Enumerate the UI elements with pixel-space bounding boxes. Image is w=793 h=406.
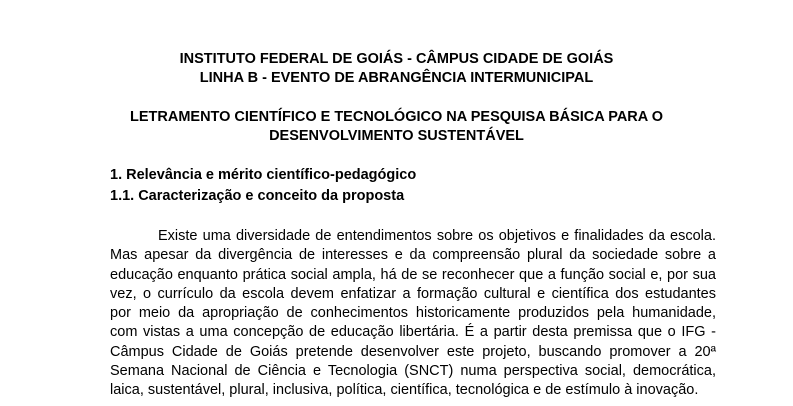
institution-header xyxy=(0,50,793,88)
event-line: LINHA B - EVENTO DE ABRANGÊNCIA INTERMUNICIPAL xyxy=(199,70,594,86)
project-title-line-2: DESENVOLVIMENTO SUSTENTÁVEL xyxy=(269,128,524,144)
body-paragraph xyxy=(110,227,716,401)
institution-name: INSTITUTO FEDERAL DE GOIÁS - CÂMPUS CIDADE DE GOIÁS xyxy=(179,51,614,67)
paragraph-line: com vistas a uma concepção de educação libertária. É a partir desta premissa que o IFG - xyxy=(110,324,716,341)
project-title xyxy=(0,108,793,146)
paragraph-line: Câmpus Cidade de Goiás pretende desenvolver este projeto, buscando promover a 20ª xyxy=(110,343,716,360)
paragraph-line: Existe uma diversidade de entendimentos sobre os objetivos e finalidades da escola. xyxy=(158,228,716,244)
paragraph-line: por meio da apropriação de conhecimentos historicamente produzidos pela humanidade, xyxy=(110,305,716,322)
project-title-line-1: LETRAMENTO CIENTÍFICO E TECNOLÓGICO NA PESQUISA BÁSICA PARA O xyxy=(129,109,664,125)
section-heading-1: 1. Relevância e mérito científico-pedagógico xyxy=(110,167,417,183)
paragraph-line: laica, sustentável, plural, inclusiva, política, científica, tecnológica e de estímulo à inovação. xyxy=(110,382,699,399)
paragraph-line: vez, o currículo da escola devem enfatizar a formação cultural e científica dos estudantes xyxy=(110,285,716,302)
paragraph-line: Mas apesar da divergência de interesses e da compreensão plural da sociedade sobre a xyxy=(110,247,716,264)
paragraph-line: educação enquanto prática social ampla, há de se reconhecer que a função social e, por sua xyxy=(110,266,716,283)
paragraph-line: Semana Nacional de Ciência e Tecnologia (SNCT) numa perspectiva social, democrática, xyxy=(110,363,716,380)
section-heading-1-1: 1.1. Caracterização e conceito da proposta xyxy=(110,188,405,204)
